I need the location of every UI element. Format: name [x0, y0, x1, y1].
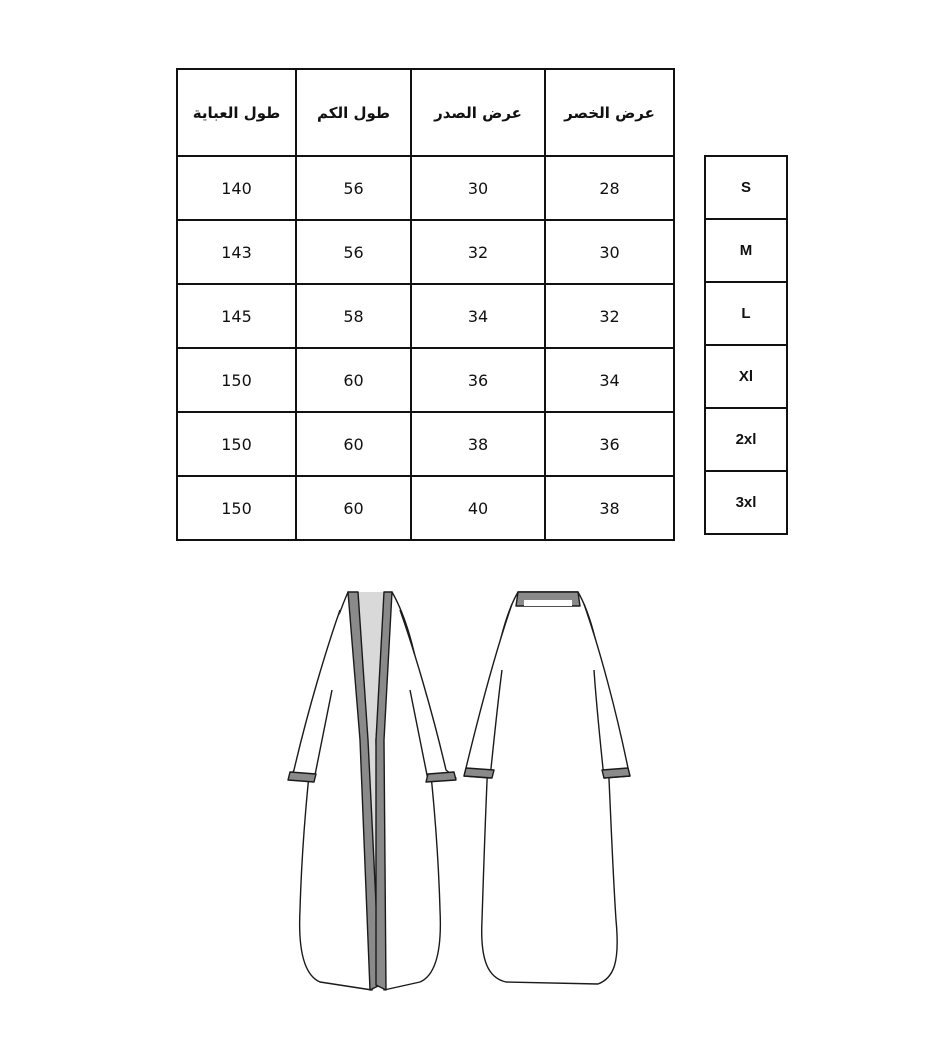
cell-waist-width: 32 [545, 284, 674, 348]
cell-waist-width: 36 [545, 412, 674, 476]
cell-waist-width: 28 [545, 156, 674, 220]
cell-waist-width: 38 [545, 476, 674, 540]
table-header-row [177, 69, 674, 156]
header-sleeve-length: طول الكم [296, 69, 411, 156]
cell-sleeve-length: 60 [296, 348, 411, 412]
cell-sleeve-length: 60 [296, 476, 411, 540]
cell-abaya-length: 150 [177, 348, 296, 412]
table-row [177, 220, 674, 284]
size-label: 3xl [705, 471, 787, 534]
cell-chest-width: 32 [411, 220, 545, 284]
cell-chest-width: 36 [411, 348, 545, 412]
abaya-illustration [280, 580, 650, 1000]
size-label: L [705, 282, 787, 345]
cell-waist-width: 34 [545, 348, 674, 412]
cell-abaya-length: 143 [177, 220, 296, 284]
header-abaya-length: طول العباية [177, 69, 296, 156]
cell-sleeve-length: 56 [296, 156, 411, 220]
header-chest-width: عرض الصدر [411, 69, 545, 156]
cell-waist-width: 30 [545, 220, 674, 284]
table-row [177, 412, 674, 476]
size-label-column [704, 155, 788, 535]
size-label: S [705, 156, 787, 219]
cell-abaya-length: 145 [177, 284, 296, 348]
cell-abaya-length: 140 [177, 156, 296, 220]
cell-sleeve-length: 60 [296, 412, 411, 476]
cell-chest-width: 34 [411, 284, 545, 348]
cell-sleeve-length: 58 [296, 284, 411, 348]
cell-chest-width: 30 [411, 156, 545, 220]
open-abaya-icon [288, 592, 456, 990]
cell-abaya-length: 150 [177, 412, 296, 476]
inner-dress-icon [464, 592, 630, 984]
cell-chest-width: 38 [411, 412, 545, 476]
table-row [177, 156, 674, 220]
size-chart-table [176, 68, 675, 541]
cell-sleeve-length: 56 [296, 220, 411, 284]
table-row [177, 348, 674, 412]
size-label: Xl [705, 345, 787, 408]
header-waist-width: عرض الخصر [545, 69, 674, 156]
table-row [177, 284, 674, 348]
cell-chest-width: 40 [411, 476, 545, 540]
size-label: M [705, 219, 787, 282]
cell-abaya-length: 150 [177, 476, 296, 540]
table-row [177, 476, 674, 540]
size-label: 2xl [705, 408, 787, 471]
